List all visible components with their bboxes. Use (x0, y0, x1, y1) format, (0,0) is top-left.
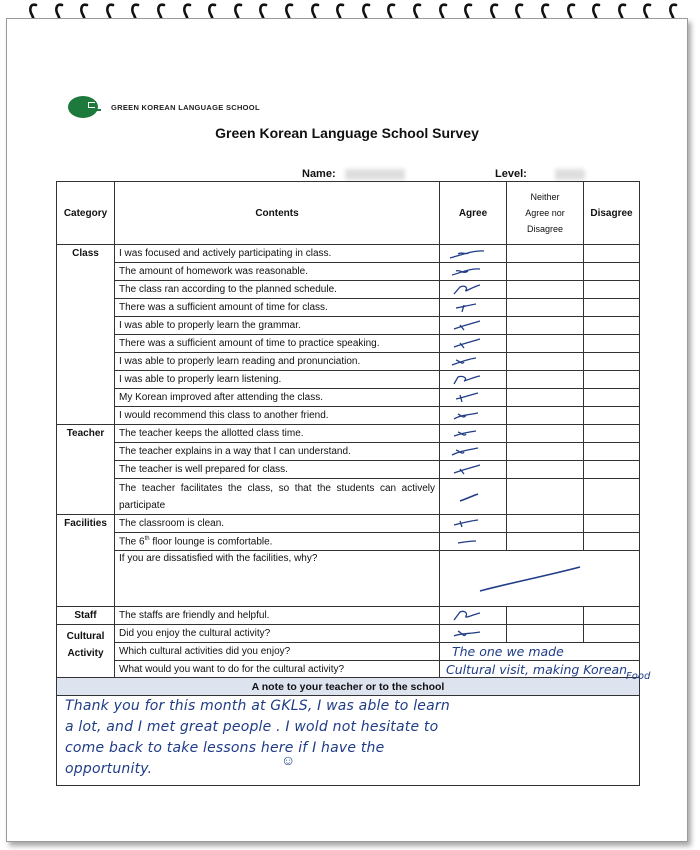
neutral-cell[interactable] (507, 263, 584, 281)
logo-text: GREEN KOREAN LANGUAGE SCHOOL (111, 102, 260, 112)
agree-cell[interactable] (440, 335, 507, 353)
class-item: There was a sufficient amount of time for class. (115, 299, 440, 317)
agree-cell[interactable] (440, 317, 507, 335)
neutral-cell[interactable] (507, 425, 584, 443)
disagree-cell[interactable] (584, 245, 640, 263)
agree-cell[interactable] (440, 281, 507, 299)
agree-cell[interactable] (440, 461, 507, 479)
facilities-item: The classroom is clean. (115, 515, 440, 533)
header-neutral-line3: Disagree (526, 224, 564, 234)
checkmark-icon (440, 515, 506, 532)
disagree-cell[interactable] (584, 425, 640, 443)
class-item: I was able to properly learn reading and pronunciation. (115, 353, 440, 371)
disagree-cell[interactable] (584, 335, 640, 353)
agree-cell[interactable] (440, 479, 507, 515)
header-agree: Agree (440, 182, 507, 245)
neutral-cell[interactable] (507, 515, 584, 533)
class-item: My Korean improved after attending the class. (115, 389, 440, 407)
note-line: come back to take lessons here if I have the (65, 740, 385, 757)
neutral-cell[interactable] (507, 479, 584, 515)
note-title: A note to your teacher or to the school (57, 678, 640, 696)
neutral-cell[interactable] (507, 461, 584, 479)
disagree-cell[interactable] (584, 625, 640, 643)
cultural-answer-want-text: Cultural visit, making Korean (446, 661, 628, 677)
cultural-item: Did you enjoy the cultural activity? (115, 625, 440, 643)
neutral-cell[interactable] (507, 281, 584, 299)
checkmark-icon (440, 607, 506, 624)
checkmark-icon (440, 335, 506, 352)
neutral-cell[interactable] (507, 389, 584, 407)
disagree-cell[interactable] (584, 371, 640, 389)
checkmark-icon (440, 533, 506, 550)
category-cultural (57, 625, 115, 678)
note-text (65, 696, 640, 780)
cultural-answer-want[interactable] (440, 660, 651, 682)
redacted-level (555, 169, 585, 180)
agree-cell[interactable] (440, 533, 507, 551)
checkmark-icon (440, 625, 506, 642)
agree-cell[interactable] (440, 625, 507, 643)
category-facilities: Facilities (57, 515, 115, 607)
header-neutral (507, 182, 584, 245)
category-cultural-line2: Activity (67, 648, 104, 659)
leaf-logo-icon (67, 95, 105, 119)
neutral-cell[interactable] (507, 299, 584, 317)
cultural-item: What would you want to do for the cultural activity? (115, 660, 440, 678)
checkmark-icon (440, 317, 506, 334)
class-item: I was focused and actively participating in class. (115, 245, 440, 263)
cultural-answer-overflow: Food (626, 670, 651, 682)
category-cultural-line1: Cultural (66, 631, 105, 642)
agree-cell[interactable] (440, 299, 507, 317)
class-item: I was able to properly learn the grammar. (115, 317, 440, 335)
checkmark-icon (440, 443, 506, 460)
disagree-cell[interactable] (584, 263, 640, 281)
staff-item: The staffs are friendly and helpful. (115, 607, 440, 625)
neutral-cell[interactable] (507, 353, 584, 371)
header-disagree: Disagree (584, 182, 640, 245)
disagree-cell[interactable] (584, 479, 640, 515)
agree-cell[interactable] (440, 607, 507, 625)
agree-cell[interactable] (440, 515, 507, 533)
checkmark-icon (440, 480, 506, 514)
agree-cell[interactable] (440, 425, 507, 443)
neutral-cell[interactable] (507, 407, 584, 425)
checkmark-icon (440, 299, 506, 316)
class-item: The class ran according to the planned schedule. (115, 281, 440, 299)
teacher-item: The teacher keeps the allotted class time. (115, 425, 440, 443)
disagree-cell[interactable] (584, 515, 640, 533)
neutral-cell[interactable] (507, 335, 584, 353)
survey-table (56, 181, 651, 786)
checkmark-icon (440, 461, 506, 478)
neutral-cell[interactable] (507, 607, 584, 625)
teacher-item: The teacher explains in a way that I can understand. (115, 443, 440, 461)
checkmark-icon (440, 371, 506, 388)
neutral-cell[interactable] (507, 533, 584, 551)
category-staff: Staff (57, 607, 115, 625)
note-line: a lot, and I met great people . I wold not hesitate to (65, 719, 439, 736)
category-class: Class (57, 245, 115, 425)
checkmark-icon (440, 407, 506, 424)
disagree-cell[interactable] (584, 317, 640, 335)
disagree-cell[interactable] (584, 533, 640, 551)
neutral-cell[interactable] (507, 245, 584, 263)
cultural-item: Which cultural activities did you enjoy? (115, 643, 440, 661)
checkmark-icon (440, 263, 506, 280)
agree-cell[interactable] (440, 389, 507, 407)
class-item: The amount of homework was reasonable. (115, 263, 440, 281)
smiley-icon: ☺ (281, 752, 296, 769)
redacted-name (345, 169, 405, 180)
lounge-text-post: floor lounge is comfortable. (149, 536, 273, 548)
checkmark-icon (440, 353, 506, 370)
checkmark-icon (440, 281, 506, 298)
note-line: Thank you for this month at GKLS, I was able to learn (65, 698, 450, 715)
lounge-text-sup: th (144, 535, 150, 542)
teacher-item: The teacher is well prepared for class. (115, 461, 440, 479)
class-item: There was a sufficient amount of time to practice speaking. (115, 335, 440, 353)
class-item: I was able to properly learn listening. (115, 371, 440, 389)
facilities-item (115, 533, 440, 551)
checkmark-icon (440, 425, 506, 442)
neutral-cell[interactable] (507, 443, 584, 461)
checkmark-icon (440, 245, 506, 262)
dash-mark-icon (440, 551, 638, 603)
disagree-cell[interactable] (584, 407, 640, 425)
note-line: opportunity. (65, 761, 153, 778)
disagree-cell[interactable] (584, 353, 640, 371)
neutral-cell[interactable] (507, 371, 584, 389)
disagree-cell[interactable] (584, 607, 640, 625)
survey-title: Green Korean Language School Survey (215, 125, 479, 141)
teacher-item: The teacher facilitates the class, so that the students can actively participate (115, 479, 440, 515)
header-category: Category (57, 182, 115, 245)
disagree-cell[interactable] (584, 443, 640, 461)
level-label: Level: (495, 168, 527, 180)
school-logo (67, 95, 260, 119)
cultural-answer-which[interactable]: The one we made (440, 643, 640, 661)
neutral-cell[interactable] (507, 625, 584, 643)
agree-cell[interactable] (440, 371, 507, 389)
facilities-why-answer[interactable] (440, 551, 640, 607)
class-item: I would recommend this class to another friend. (115, 407, 440, 425)
disagree-cell[interactable] (584, 299, 640, 317)
disagree-cell[interactable] (584, 281, 640, 299)
name-label: Name: (302, 168, 336, 180)
disagree-cell[interactable] (584, 389, 640, 407)
neutral-cell[interactable] (507, 317, 584, 335)
agree-cell[interactable] (440, 407, 507, 425)
agree-cell[interactable] (440, 245, 507, 263)
checkmark-icon (440, 389, 506, 406)
agree-cell[interactable] (440, 443, 507, 461)
facilities-why-question: If you are dissatisfied with the facilities, why? (115, 551, 440, 607)
agree-cell[interactable] (440, 263, 507, 281)
disagree-cell[interactable] (584, 461, 640, 479)
header-neutral-line2: Agree nor (525, 208, 565, 218)
header-neutral-line1: Neither (530, 192, 560, 202)
agree-cell[interactable] (440, 353, 507, 371)
category-teacher: Teacher (57, 425, 115, 515)
header-contents: Contents (115, 182, 440, 245)
lounge-text-pre: The 6 (119, 536, 145, 548)
note-body[interactable] (57, 696, 640, 786)
